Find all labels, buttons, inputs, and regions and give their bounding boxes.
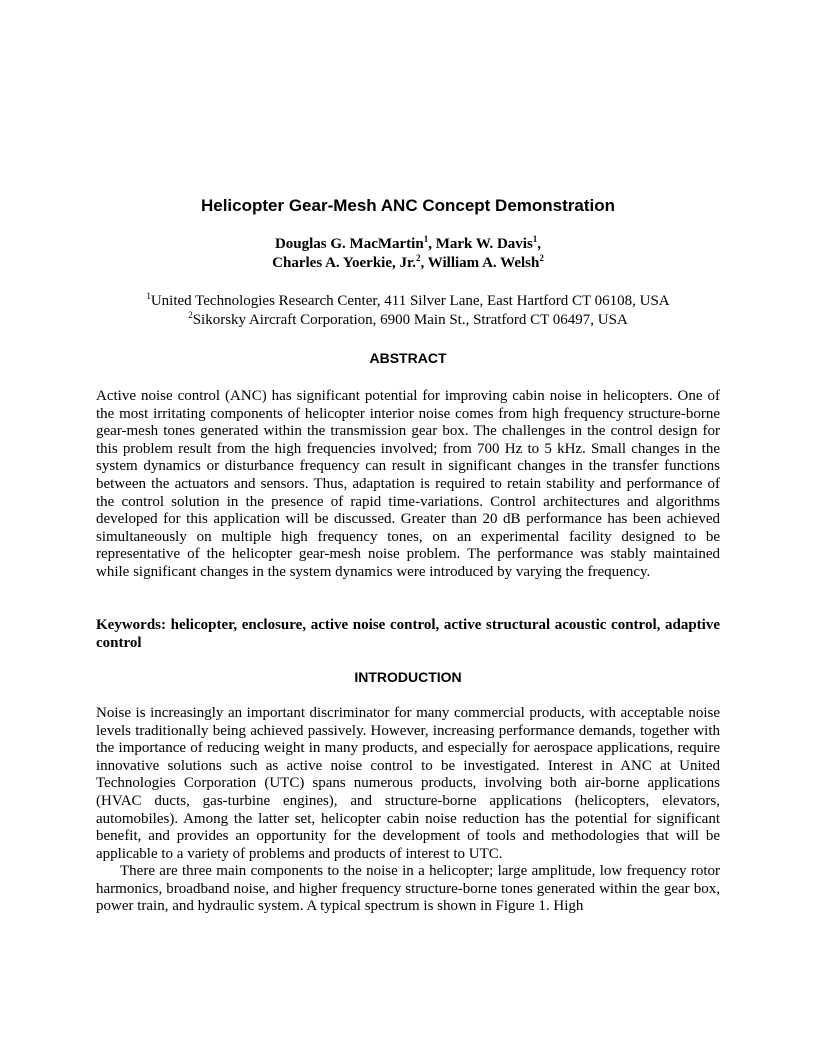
affiliation-line: [96, 311, 720, 330]
author-name: Douglas G. MacMartin: [274, 236, 424, 252]
author-line-1: [96, 235, 720, 254]
abstract-heading: ABSTRACT: [369, 350, 447, 366]
abstract-text: Active noise control (ANC) has significant potential for improving cabin noise in helicopters. One of the most irritating components of helicopter interior noise comes from high frequency structure-borne gear-mesh tones generated within the transmission gear box. The challenges in the control design for this problem result from the high frequencies involved; from 700 Hz to 5 kHz. Small changes in the system dynamics or disturbance frequency can result in significant changes in the transfer functions between the actuators and sensors. Thus, adaptation is required to retain stability and performance of the control solution in the presence of rapid time-variations. Control architectures and algorithms developed for this application will be discussed. Greater than 20 dB performance has been achieved simultaneously on multiple high frequency tones, on an experimental facility designed to be representative of the helicopter gear-mesh noise problem. The performance was stably maintained while significant changes in the system dynamics were introduced by varying the frequency.: [96, 388, 720, 580]
author-affiliation-mark: 1: [532, 234, 538, 244]
affiliation-text: United Technologies Research Center, 411 Silver Lane, East Hartford CT 06108, USA: [150, 293, 670, 309]
author-name: Mark W. Davis: [435, 236, 533, 252]
introduction-paragraph: There are three main components to the noise in a helicopter; large amplitude, low frequency rotor harmonics, broadband noise, and higher frequency structure-borne tones generated within the gear box, power train, and hydraulic system. A typical spectrum is shown in Figure 1. High: [96, 863, 720, 915]
author-separator: ,: [428, 236, 436, 252]
affiliation-mark: 2: [188, 310, 193, 320]
author-separator: ,: [420, 255, 428, 271]
introduction-heading: INTRODUCTION: [354, 669, 462, 685]
author-list: [96, 235, 720, 273]
author-affiliation-mark: 2: [416, 253, 421, 263]
author-affiliation-mark: 2: [539, 253, 544, 263]
author-separator: ,: [537, 236, 542, 252]
affiliation-text: Sikorsky Aircraft Corporation, 6900 Main St., Stratford CT 06497, USA: [192, 312, 628, 328]
introduction-paragraph: Noise is increasingly an important discriminator for many commercial products, with acceptable noise levels traditionally being achieved passively. However, increasing performance demands, together with the importance of reducing weight in many products, and especially for aerospace applications, require innovative solutions such as active noise control to be investigated. Interest in ANC at United Technologies Corporation (UTC) spans numerous products, involving both air-borne applications (HVAC ducts, gas-turbine engines), and structure-borne applications (helicopters, elevators, automobiles). Among the latter set, helicopter cabin noise reduction has the potential for significant benefit, and provides an opportunity for the development of tools and methodologies that will be applicable to a variety of problems and products of interest to UTC.: [96, 705, 720, 862]
affiliation-mark: 1: [146, 291, 151, 301]
affiliation-list: [96, 292, 720, 330]
author-affiliation-mark: 1: [423, 234, 429, 244]
keywords-text: Keywords: helicopter, enclosure, active noise control, active structural acoustic control, adaptive control: [96, 617, 720, 651]
author-name: Charles A. Yoerkie, Jr.: [272, 255, 417, 271]
paper-title: Helicopter Gear-Mesh ANC Concept Demonstration: [200, 196, 616, 215]
author-name: William A. Welsh: [427, 255, 540, 271]
affiliation-line: [96, 292, 720, 311]
author-line-2: [96, 254, 720, 273]
